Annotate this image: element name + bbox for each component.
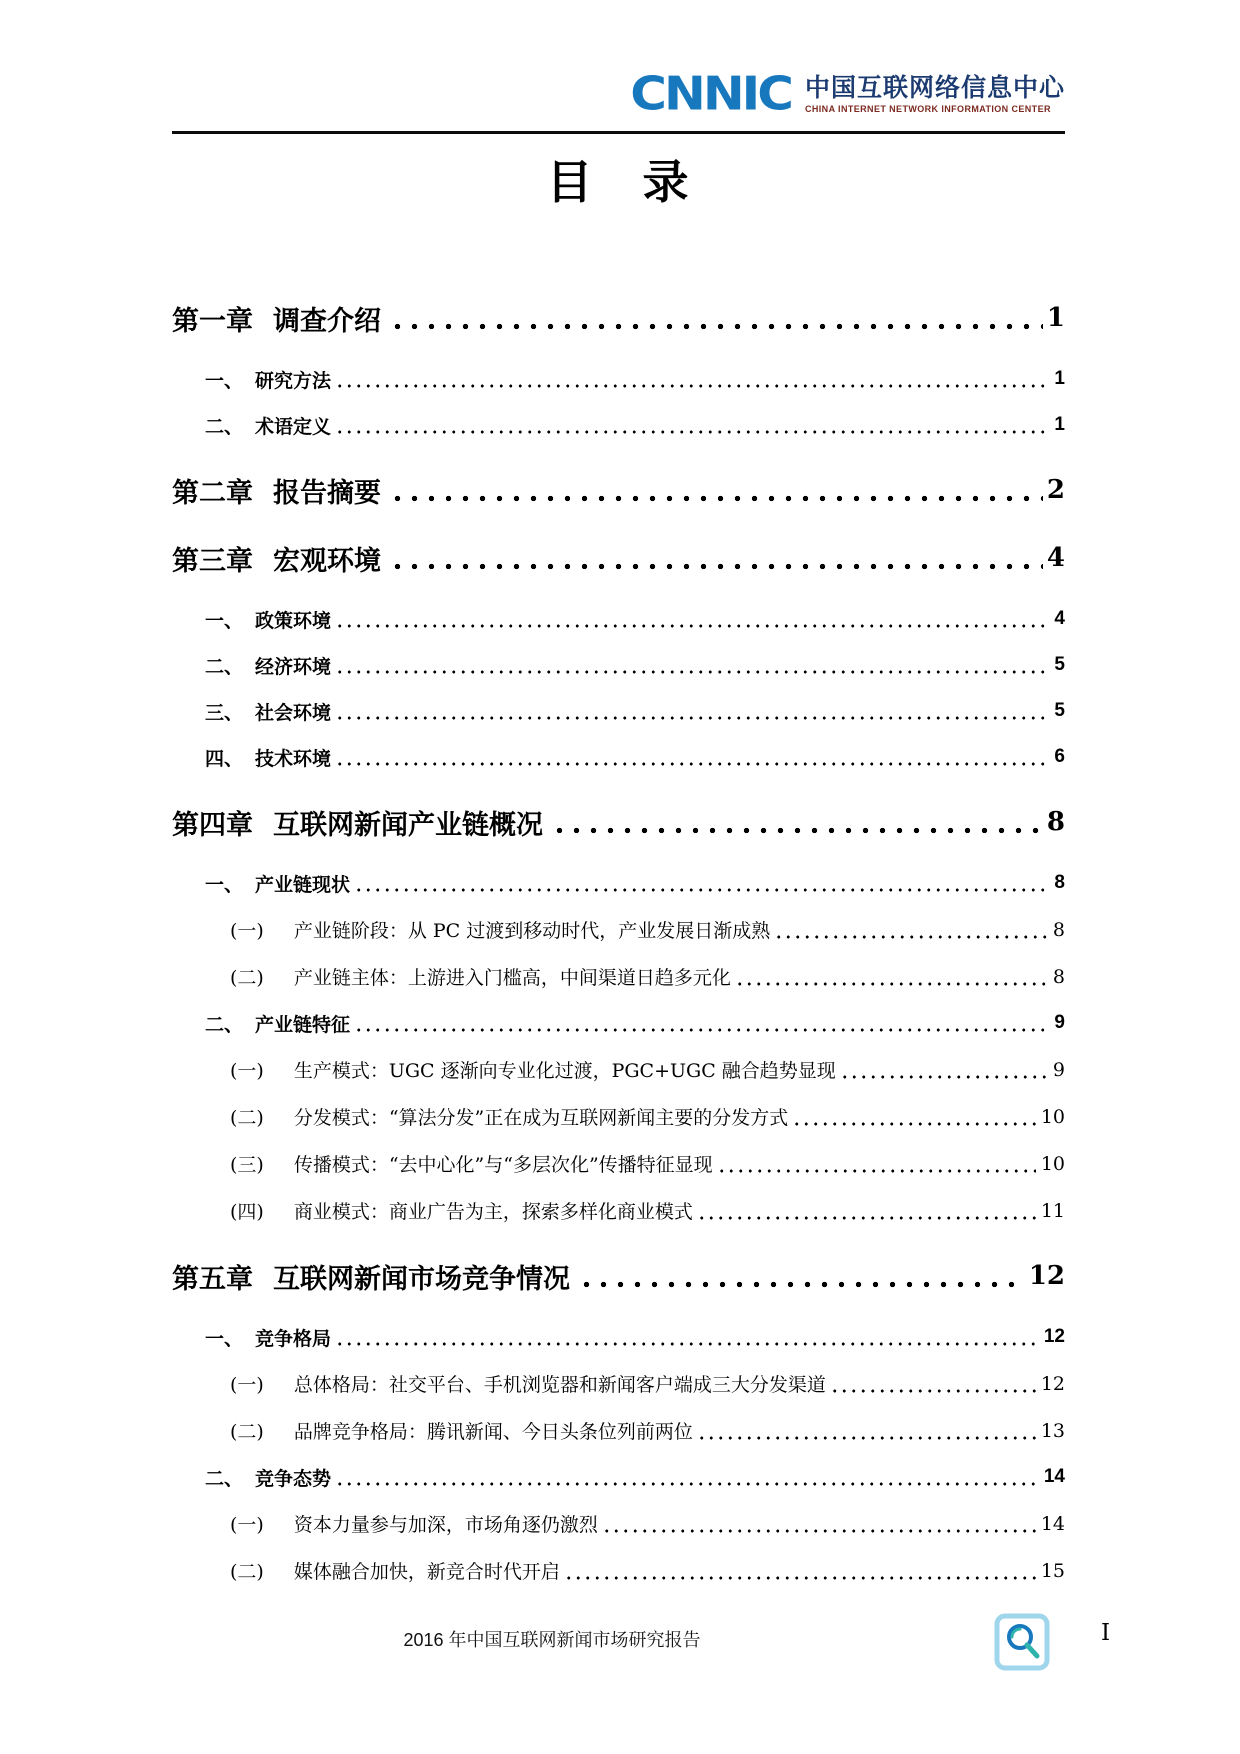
toc-entry-number: 一、 <box>205 874 244 896</box>
toc-entry-number: 二、 <box>205 1014 244 1036</box>
toc-entry-title: 商业模式：商业广告为主，探索多样化商业模式 <box>293 1201 693 1223</box>
toc-entry-number: 一、 <box>205 370 244 392</box>
toc-entry-number: 第二章 <box>172 477 253 509</box>
toc-dot-leader <box>602 1529 1036 1533</box>
toc-entry-number: (一) <box>230 1374 264 1396</box>
toc-entry-title: 产业链现状 <box>255 874 351 896</box>
toc-entry-number: 一、 <box>205 610 244 632</box>
toc-entry-page-number: 4 <box>1054 608 1065 629</box>
toc-entry-title: 调查介绍 <box>273 305 381 337</box>
toc-entry-level2 <box>172 1314 1065 1360</box>
toc-dot-leader <box>578 1281 1025 1288</box>
toc-entry-page-number: 14 <box>1043 1466 1065 1487</box>
toc-entry-title: 生产模式：UGC 逐渐向专业化过渡，PGC+UGC 融合趋势显现 <box>293 1060 836 1082</box>
toc-entry-level2 <box>172 642 1065 688</box>
toc-entry-title: 媒体融合加快，新竞合时代开启 <box>293 1561 560 1583</box>
toc-entry-page-number: 8 <box>1052 965 1065 988</box>
page-header <box>172 58 1065 130</box>
toc-entry-title: 分发模式：“算法分发”正在成为互联网新闻主要的分发方式 <box>293 1107 789 1129</box>
toc-entry-title: 产业链阶段：从 PC 过渡到移动时代，产业发展日渐成熟 <box>293 920 771 942</box>
toc-entry-page-number: 10 <box>1040 1105 1065 1128</box>
toc-entry-page-number: 12 <box>1043 1326 1065 1347</box>
toc-dot-leader <box>774 935 1048 939</box>
toc-entry-level3 <box>172 1360 1065 1407</box>
toc-entry-level3 <box>172 1187 1065 1234</box>
toc-entry-title: 传播模式：“去中心化”与“多层次化”传播特征显现 <box>293 1154 713 1176</box>
toc-dot-leader <box>735 982 1048 986</box>
toc-entry-level3 <box>172 1500 1065 1547</box>
toc-dot-leader <box>830 1389 1036 1393</box>
page-title: 目 录 <box>546 155 691 209</box>
toc-entry-level3 <box>172 1407 1065 1454</box>
toc-entry-number: 第四章 <box>172 809 253 841</box>
toc-entry-title: 社会环境 <box>255 702 332 724</box>
toc-entry-level3 <box>172 953 1065 1000</box>
toc-entry-title: 竞争态势 <box>255 1468 332 1490</box>
toc-entry-number: (三) <box>230 1154 264 1176</box>
toc-entry-page-number: 4 <box>1046 543 1065 573</box>
toc-entry-title: 互联网新闻市场竞争情况 <box>273 1263 570 1295</box>
toc-entry-page-number: 2 <box>1046 475 1065 505</box>
toc-entry-page-number: 10 <box>1040 1152 1065 1175</box>
toc-entry-title: 总体格局：社交平台、手机浏览器和新闻客户端成三大分发渠道 <box>293 1374 826 1396</box>
toc-entry-page-number: 13 <box>1040 1419 1065 1442</box>
toc-entry-page-number: 12 <box>1040 1372 1065 1395</box>
toc-dot-leader <box>354 1028 1049 1032</box>
footer-report-title: 2016 年中国互联网新闻市场研究报告 <box>403 1630 701 1650</box>
toc-entry-title: 研究方法 <box>255 370 332 392</box>
toc-dot-leader <box>335 384 1049 388</box>
cnnic-logo-text <box>805 74 1065 115</box>
toc-dot-leader <box>717 1169 1036 1173</box>
toc-dot-leader <box>335 670 1049 674</box>
toc-dot-leader <box>335 716 1049 720</box>
toc-entry-level3 <box>172 1093 1065 1140</box>
toc-dot-leader <box>792 1122 1036 1126</box>
toc-entry-number: (四) <box>230 1201 264 1223</box>
toc-entry-level3 <box>172 1547 1065 1594</box>
toc-dot-leader <box>389 563 1043 570</box>
toc-entry-number: 二、 <box>205 656 244 678</box>
toc-entry-level1 <box>172 532 1065 584</box>
toc-entry-number: 二、 <box>205 1468 244 1490</box>
toc-entry-title: 品牌竞争格局：腾讯新闻、今日头条位列前两位 <box>293 1421 693 1443</box>
toc-entry-number: (二) <box>230 1421 264 1443</box>
footer-page-number: I <box>1101 1620 1111 1646</box>
toc-entry-level3 <box>172 906 1065 953</box>
toc-entry-level2 <box>172 356 1065 402</box>
toc-entry-level1 <box>172 292 1065 344</box>
toc-entry-page-number: 6 <box>1054 746 1065 767</box>
toc-dot-leader <box>389 495 1043 502</box>
toc-entry-level2 <box>172 860 1065 906</box>
toc-entry-number: 第五章 <box>172 1263 253 1295</box>
toc-dot-leader <box>335 1482 1039 1486</box>
cnnic-logo <box>630 69 1065 119</box>
toc-entry-title: 术语定义 <box>255 416 332 438</box>
toc-dot-leader <box>840 1075 1048 1079</box>
toc-entry-page-number: 11 <box>1040 1199 1065 1222</box>
toc-entry-title: 资本力量参与加深，市场角逐仍激烈 <box>293 1514 598 1536</box>
toc-entry-page-number: 15 <box>1040 1559 1065 1582</box>
toc-entry-page-number: 14 <box>1040 1512 1065 1535</box>
toc-entry-page-number: 8 <box>1052 918 1065 941</box>
toc-entry-title: 宏观环境 <box>273 545 381 577</box>
toc-dot-leader <box>335 1342 1039 1346</box>
toc-dot-leader <box>697 1216 1036 1220</box>
toc-entry-level1 <box>172 796 1065 848</box>
toc-entry-level1 <box>172 464 1065 516</box>
toc-dot-leader <box>551 827 1043 834</box>
toc-entry-page-number: 1 <box>1054 368 1065 389</box>
toc-entry-number: (二) <box>230 1107 264 1129</box>
toc-entry-level2 <box>172 596 1065 642</box>
toc-entry-level2 <box>172 1000 1065 1046</box>
toc-entry-title: 产业链特征 <box>255 1014 351 1036</box>
toc-dot-leader <box>697 1436 1036 1440</box>
toc-dot-leader <box>389 323 1043 330</box>
toc-entry-level2 <box>172 1454 1065 1500</box>
toc-entry-page-number: 1 <box>1054 414 1065 435</box>
toc-entry-title: 竞争格局 <box>255 1328 332 1350</box>
toc-dot-leader <box>564 1576 1036 1580</box>
footer-seal-icon <box>994 1613 1050 1671</box>
toc-entry-number: (二) <box>230 1561 264 1583</box>
cnnic-logo-english-name: CHINA INTERNET NETWORK INFORMATION CENTER <box>804 104 1051 115</box>
toc-entry-page-number: 8 <box>1046 807 1065 837</box>
cnnic-logo-chinese-name: 中国互联网络信息中心 <box>804 72 1065 102</box>
toc-entry-page-number: 5 <box>1054 700 1065 721</box>
toc-entry-page-number: 8 <box>1054 872 1065 893</box>
toc-entry-number: (一) <box>230 920 264 942</box>
toc-entry-number: 三、 <box>205 702 244 724</box>
toc-entry-page-number: 5 <box>1054 654 1065 675</box>
toc-entry-level2 <box>172 688 1065 734</box>
toc-entry-level3 <box>172 1140 1065 1187</box>
toc-list <box>172 276 1065 1594</box>
cnnic-logo-acronym: CNNIC <box>630 67 791 121</box>
toc-entry-number: (一) <box>230 1060 264 1082</box>
toc-dot-leader <box>335 762 1049 766</box>
toc-entry-title: 互联网新闻产业链概况 <box>273 809 543 841</box>
toc-entry-title: 技术环境 <box>255 748 332 770</box>
toc-entry-page-number: 9 <box>1052 1058 1065 1081</box>
toc-entry-level3 <box>172 1046 1065 1093</box>
toc-dot-leader <box>354 888 1049 892</box>
toc-entry-level1 <box>172 1250 1065 1302</box>
toc-entry-title: 政策环境 <box>255 610 332 632</box>
toc-entry-level2 <box>172 402 1065 448</box>
toc-entry-number: 第一章 <box>172 305 253 337</box>
toc-entry-title: 产业链主体：上游进入门槛高，中间渠道日趋多元化 <box>293 967 731 989</box>
toc-dot-leader <box>335 624 1049 628</box>
toc-dot-leader <box>335 430 1049 434</box>
toc-entry-level2 <box>172 734 1065 780</box>
toc-entry-title: 经济环境 <box>255 656 332 678</box>
header-divider-rule <box>172 131 1065 134</box>
toc-entry-title: 报告摘要 <box>273 477 381 509</box>
toc-entry-number: 一、 <box>205 1328 244 1350</box>
toc-entry-number: (二) <box>230 967 264 989</box>
toc-entry-page-number: 12 <box>1028 1261 1065 1291</box>
toc-entry-page-number: 1 <box>1046 303 1065 333</box>
toc-entry-page-number: 9 <box>1054 1012 1065 1033</box>
toc-entry-number: 第三章 <box>172 545 253 577</box>
toc-entry-number: 二、 <box>205 416 244 438</box>
toc-entry-number: 四、 <box>205 748 244 770</box>
toc-entry-number: (一) <box>230 1514 264 1536</box>
